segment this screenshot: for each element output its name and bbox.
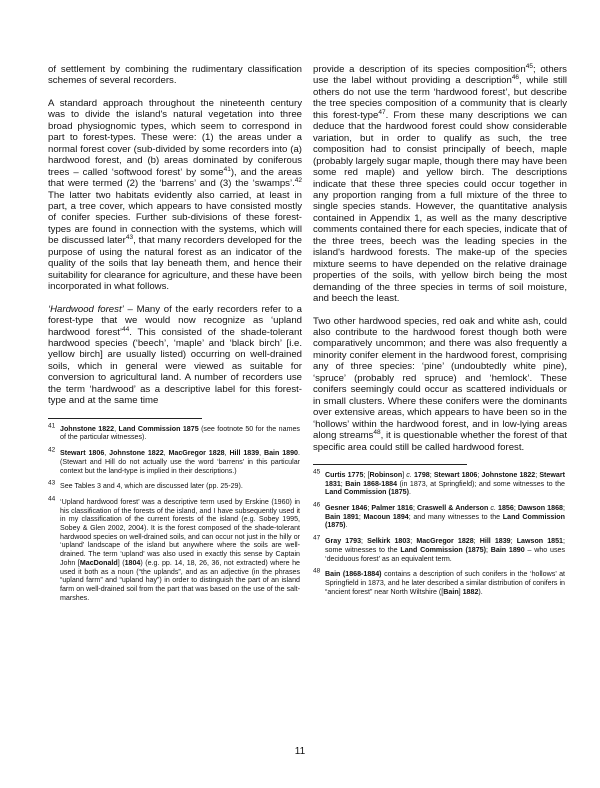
citation: Land Commission 1875: [118, 424, 199, 433]
paragraph: [48, 98, 302, 293]
footnote-number: 41: [48, 422, 56, 430]
paragraph: [313, 64, 567, 305]
citation: Dawson 1868: [517, 504, 563, 513]
footnote: [313, 468, 567, 497]
footnote-text: ‘Upland hardwood forest’ was a descriptive term used by Erskine (1960) in his classification of the forests of the island, and I have subsequently used it in my classification of the current forests of the island (e.g. Sobey 1995, Sobey & Glen 2002, 2004). It is the forest composed of the shade-tolerant hardwood species on well-drained soils, and can occur not just in the hilly or ‘upland’ landscape of the island but anywhere where the soils are well-drained. The term ‘upland’ was also used in exactly this sense by Captain John [: [60, 497, 300, 567]
citation: Land Commission (1875): [400, 545, 486, 554]
footnote: [313, 501, 567, 530]
footnote-text: contains a description of such conifers in the ‘hollows’ at Springfield in 1873, and he later described a similar distribution of conifers in “ancient forest” near North Wiltshire ([: [325, 570, 565, 596]
footnote-text: ,: [259, 449, 264, 458]
paragraph-text: of settlement by combining the rudimentary classification schemes of several recorders.: [48, 64, 302, 87]
footnote-text: ;: [410, 537, 417, 546]
footnote: [48, 422, 302, 442]
citation: Stewart 1806: [60, 449, 105, 458]
citation: Bain 1891: [325, 512, 359, 521]
footnote-text: . (Stewart and Hill do not actually use the word ‘barrens’ in this particular context but the land-type is implied in their descriptions.): [60, 449, 300, 475]
footnote-text: ; and many witnesses to the: [408, 512, 503, 521]
footnote-text: ]: [402, 470, 407, 479]
paragraph-text: The latter two habitats evidently also carried, at least in part, a tree cover, which appears to have consisted mostly of conifer species. Further sub-divisions of these forest-types are found in connection with the systems, which will be discussed later: [48, 189, 302, 247]
paragraph-text: provide a description of its species composition: [313, 64, 526, 75]
citation: Curtis 1775: [325, 470, 364, 479]
page-number: 11: [294, 746, 306, 757]
paragraph: [48, 304, 302, 407]
footnote-text: ;: [535, 470, 540, 479]
left-column: [48, 64, 302, 609]
citation: Hill 1839: [229, 449, 260, 458]
footnote-text: ;: [513, 504, 518, 513]
paragraph-text: , it is questionable whether the forest of that specific area could still be called hardwood forest.: [313, 430, 567, 453]
paragraph-text: ), and the areas that were termed (2) the ‘barrens’ and (3) the ‘swamps’.: [48, 166, 302, 190]
citation: 1804: [124, 558, 141, 567]
footnote-text: c.: [490, 504, 496, 513]
footnote: [313, 567, 567, 596]
paragraph-text: – Many of the early recorders refer to a forest-type that we would now recognize as ‘upland hardwood forest’: [48, 303, 303, 338]
footnote-divider: [313, 464, 467, 465]
footnote-ref[interactable]: 46: [511, 74, 520, 82]
citation: Selkirk 1803: [367, 537, 411, 546]
citation: Stewart 1806: [433, 470, 478, 479]
footnote-text: ) (e.g. pp. 14, 18, 26, 36, not extracted) where he used it both as a noun (“the uplands”, and as an adjective (in the phrases “upland farm” and “upland hay”) in order to distinguish the part of an island farm on well-drained soil from the part that was based on the use of the salt-marshes.: [60, 558, 301, 602]
footnote-text: ,: [224, 449, 230, 458]
footnote-text: ;: [412, 504, 417, 513]
section-lead: ‘Hardwood forest’: [48, 303, 124, 315]
paragraph: [313, 316, 567, 453]
footnote-ref[interactable]: 41: [223, 165, 231, 173]
citation: Stewart 1831: [325, 470, 565, 488]
citation: Bain (1868-1884): [325, 570, 382, 579]
footnote-text: ;: [361, 537, 368, 546]
footnote-text: ;: [340, 479, 346, 488]
paragraph-text: , while still others do not use the term ‘hardwood forest’, but describe the tree species composition of a community that is clearly this forest-type: [313, 75, 567, 121]
footnote-number: 44: [48, 495, 56, 503]
footnote-text: .: [408, 488, 411, 497]
footnote-text: – who uses ‘deciduous forest’ as an equivalent term.: [325, 545, 565, 563]
footnote-text: (in 1873, at Springfield); and some witnesses to the: [397, 479, 565, 488]
citation: Bain 1890: [490, 545, 525, 554]
footnote-text: ;: [477, 470, 482, 479]
footnote-number: 43: [48, 479, 56, 487]
footnote-text: ;: [358, 512, 364, 521]
citation: Land Commission (1875): [325, 512, 565, 530]
footnote-number: 42: [48, 446, 56, 454]
paragraph: [48, 64, 302, 87]
citation: Johnstone 1822: [60, 424, 115, 433]
citation: Hill 1839: [479, 537, 511, 546]
citation: Palmer 1816: [371, 504, 413, 513]
citation: Gray 1793: [325, 537, 362, 546]
citation: Robinson: [369, 470, 403, 479]
footnote-divider: [48, 418, 202, 419]
citation: MacGregor 1828: [168, 449, 225, 458]
paragraph-text: A standard approach throughout the nineteenth century was to divide the island's natural vegetation into three broad physiognomic types, which seem to correspond in part to forest-types. These were: (1) the areas under a normal forest cover (sub-divided by some recorders into (a) hardwood forest, and (b) areas dominated by coniferous trees – called ‘softwood forest’ by some: [48, 97, 302, 178]
footnote-text: ]: [458, 587, 463, 596]
footnote-text: ] (: [117, 558, 125, 567]
paragraph-text: . This consisted of the shade-tolerant hardwood species (‘beech’, ‘maple’ and ‘black birch’ [i.e. yellow birch] are usually listed) occurring on well-drained soils, which in general were viewed as suitable for conversion to agricultural land. A number of recorders use the term ‘hardwood’ as a descriptive label for this forest-type and at the same time: [48, 326, 302, 407]
footnote-ref[interactable]: 47: [378, 108, 386, 116]
footnote-number: 48: [313, 567, 321, 575]
paragraph-text: Two other hardwood species, red oak and white ash, could also contribute to the hardwood forest though both were comparatively uncommon; and there was also frequently a minority conifer element in the hardwood forest, comprising any of three species: ‘pine’ (undoubtedly white pine), ‘spruce’ (probably red spruce) and ‘hemlock’. These conifers seemingly could occur as scattered individuals or in small clusters. Where these conifers were the dominants over extensive areas, which appears to have been so in the ‘hollows’ within the hardwood forest, and in low-lying areas along streams: [313, 315, 567, 442]
footnote-number: 46: [313, 501, 321, 509]
footnote-text: ; [: [363, 470, 370, 479]
footnote-text: .: [345, 521, 348, 530]
footnote-text: ;: [486, 545, 491, 554]
footnote: [48, 495, 302, 602]
footnote-text: ,: [114, 424, 119, 433]
citation: Bain: [443, 587, 459, 596]
paragraph-text: , that many recorders developed for the purpose of using the natural forest as an indicator of the quality of the soils that lay beneath them, and hence their suitability for clearance for agriculture, and these have been incorporated in what follows.: [48, 235, 303, 293]
footnote-ref[interactable]: 42: [294, 176, 302, 184]
citation: 1798: [411, 470, 430, 479]
citation: Land Commission (1875): [325, 488, 409, 497]
citation: Johnstone 1822: [109, 449, 164, 458]
citation: Gesner 1846: [325, 504, 368, 513]
footnote-ref[interactable]: 45: [525, 62, 533, 70]
footnote-text: ;: [473, 537, 480, 546]
footnote-number: 47: [313, 534, 321, 542]
footnote: [313, 534, 567, 563]
footnote: [48, 446, 302, 475]
footnote-text: ;: [429, 470, 434, 479]
footnote-text: ;: [562, 504, 565, 513]
footnote-text: ,: [104, 449, 110, 458]
citation: MacDonald: [79, 558, 118, 567]
citation: Craswell & Anderson: [417, 504, 489, 513]
citation: Johnstone 1822: [481, 470, 536, 479]
footnote-text: ; some witnesses to the: [325, 537, 565, 554]
footnote-text: ;: [367, 504, 372, 513]
footnote-ref[interactable]: 48: [373, 428, 381, 436]
citation: Bain 1868-1884: [345, 479, 398, 488]
footnote-text: See Tables 3 and 4, which are discussed later (pp. 25-29).: [60, 482, 243, 491]
citation: Lawson 1851: [516, 537, 563, 546]
footnote-text: ).: [478, 587, 483, 596]
footnote: [48, 479, 302, 491]
footnote-ref[interactable]: 43: [125, 234, 134, 242]
citation: 1882: [462, 587, 479, 596]
footnote-number: 45: [313, 468, 321, 476]
footnote-text: ,: [163, 449, 169, 458]
citation: Bain 1890: [263, 449, 298, 458]
footnote-text: c.: [406, 470, 412, 479]
citation: 1856: [495, 504, 514, 513]
footnote-text: (see footnote 50 for the names of the particular witnesses).: [60, 424, 300, 442]
paragraph-text: . From these many descriptions we can deduce that the hardwood forest could show considerable variation, but in order to qualify as such, the tree composition had to consist principally of beech, maple (probably largely sugar maple, though there may have been some red maple) and yellow birch. The descriptions indicate that these three species could occur together in any proportion ranging from a full mixture of the three to single species stands. However, the quantitative analysis contained in Appendix 1, as well as the many descriptive comments contained there for each species, indicate that of the three trees, beech was the leading species in the island's hardwood forests. The make-up of the species mixture seems to have depended on the relative drainage properties of the soils, with yellow birch being the most demanding of the three species in terms of soil moisture, and beech the least.: [313, 109, 567, 305]
footnote-text: ;: [510, 537, 517, 546]
citation: Macoun 1894: [363, 512, 409, 521]
citation: MacGregor 1828: [416, 537, 474, 546]
paragraph-text: ; others use the label without providing a description: [313, 64, 567, 87]
footnote-ref[interactable]: 44: [122, 325, 130, 333]
right-column: [313, 64, 567, 603]
